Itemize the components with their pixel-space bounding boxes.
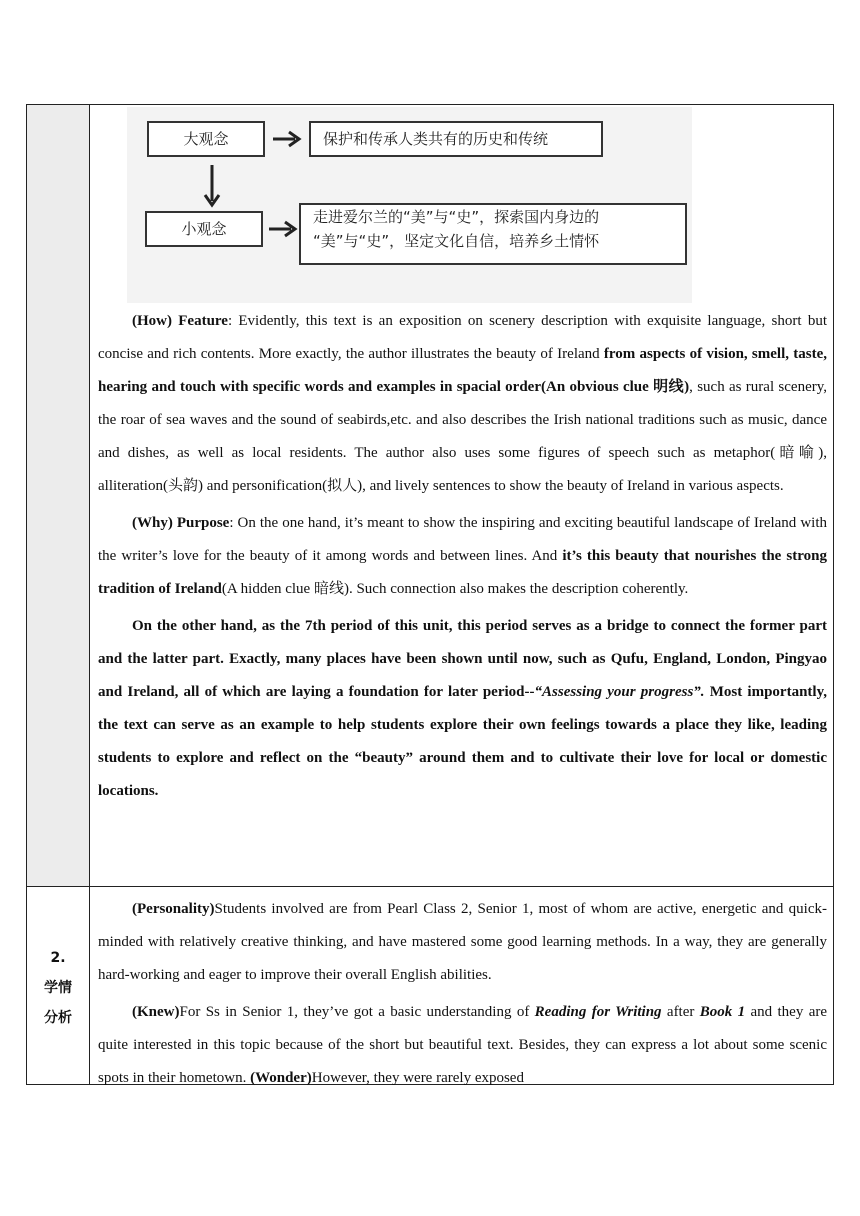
bridge-paragraph [98,610,827,808]
small-idea-text-line1: 走进爱尔兰的“美”与“史”，探索国内身边的 [313,208,600,226]
learner-analysis-text [98,893,827,1095]
bridge-rest-text: Most importantly, the text can serve as an example to help students explore their own feelings towards a place they like, leading students to explore and reflect on the “beauty” around them and to cultivate their love for local or domestic locations. [98,684,828,799]
table-row [27,887,834,1085]
lesson-plan-table [26,104,834,1085]
small-idea-label: 小观念 [181,220,227,238]
small-idea-label-box [145,211,263,247]
big-idea-text: 保护和传承人类共有的历史和传统 [323,130,549,148]
right-arrow-icon [271,129,303,149]
knew-paragraph [98,996,827,1095]
knew-text-rest: and they are quite interested in this topic because of the short but beautiful text. Besides, they can express a lot about some scenic spots in their hometown. [98,1004,828,1086]
down-arrow-icon [201,163,223,209]
knew-heading: (Knew) [132,1004,180,1020]
wonder-text: However, they were rarely exposed [311,1070,524,1086]
personality-text: Students involved are from Pearl Class 2, Senior 1, most of whom are active, energetic and quick-minded with relatively creative thinking, and have mastered some good learning methods. In a way, they are generally hard-working and eager to improve their overall English abilities. [98,901,827,983]
big-idea-label-box [147,121,265,157]
feature-bold-text: from aspects of vision, smell, taste, hearing and touch with specific words and examples in spacial order(An obvious clue 明线) [98,346,828,395]
right-arrow-icon [267,219,299,239]
small-idea-text-box [299,203,687,265]
analysis-text [98,305,827,808]
purpose-text: : On the one hand, it’s meant to show the inspiring and exciting beautiful landscape of Ireland with the writer’s love for the beauty of it among words and between lines. And [98,515,827,564]
section-label-line2: 分析 [44,1010,72,1026]
feature-heading: (How) Feature [132,313,228,329]
feature-text: : Evidently, this text is an exposition on scenery description with exquisite language, short but concise and rich contents. More exactly, the author illustrates the beauty of Ireland [98,313,827,362]
big-idea-label: 大观念 [183,130,229,148]
bridge-text: On the other hand, as the 7th period of this unit, this period serves as a bridge to connect the former part and the latter part. Exactly, many places have been shown until now, such as Qufu, England, London, Pingyao and Ireland, all of which are laying a foundation for later period-- [98,618,827,700]
knew-italic-reading: Reading for Writing [534,1004,662,1020]
feature-rest-text: , such as rural scenery, the roar of sea waves and the sound of seabirds,etc. and also describes the Irish national traditions such as music, dance and dishes, as well as local residents. The author also uses some figures of speech such as metaphor(暗喻), alliteration(头韵) and personification(拟人), and lively sentences to show the beauty of Ireland in various aspects. [98,379,828,494]
knew-italic-book: Book 1 [699,1004,746,1020]
purpose-bold-text: it’s this beauty that nourishes the strong tradition of Ireland [98,548,827,597]
section-label-line1: 学情 [44,980,72,996]
content-cell-learner-analysis [90,887,834,1085]
purpose-rest-text: (A hidden clue 暗线). Such connection also makes the description coherently. [221,581,689,597]
section-label-learner-analysis [27,887,90,1085]
concept-diagram [127,107,692,303]
small-idea-text-line2: “美”与“史”，坚定文化自信，培养乡土情怀 [313,232,600,250]
wonder-heading: (Wonder) [250,1070,312,1086]
knew-text-after: after [661,1004,700,1020]
section-number: 2. [50,950,66,966]
feature-paragraph [98,305,827,503]
table-row [27,105,834,887]
purpose-paragraph [98,507,827,606]
personality-heading: (Personality) [132,901,215,917]
knew-text: For Ss in Senior 1, they’ve got a basic understanding of [179,1004,535,1020]
bridge-italic-text: “Assessing your progress”. [534,684,705,700]
content-cell-text-analysis [90,105,834,887]
big-idea-text-box [309,121,603,157]
personality-paragraph [98,893,827,992]
row-label-cell-empty [27,105,90,887]
purpose-heading: (Why) Purpose [132,515,230,531]
